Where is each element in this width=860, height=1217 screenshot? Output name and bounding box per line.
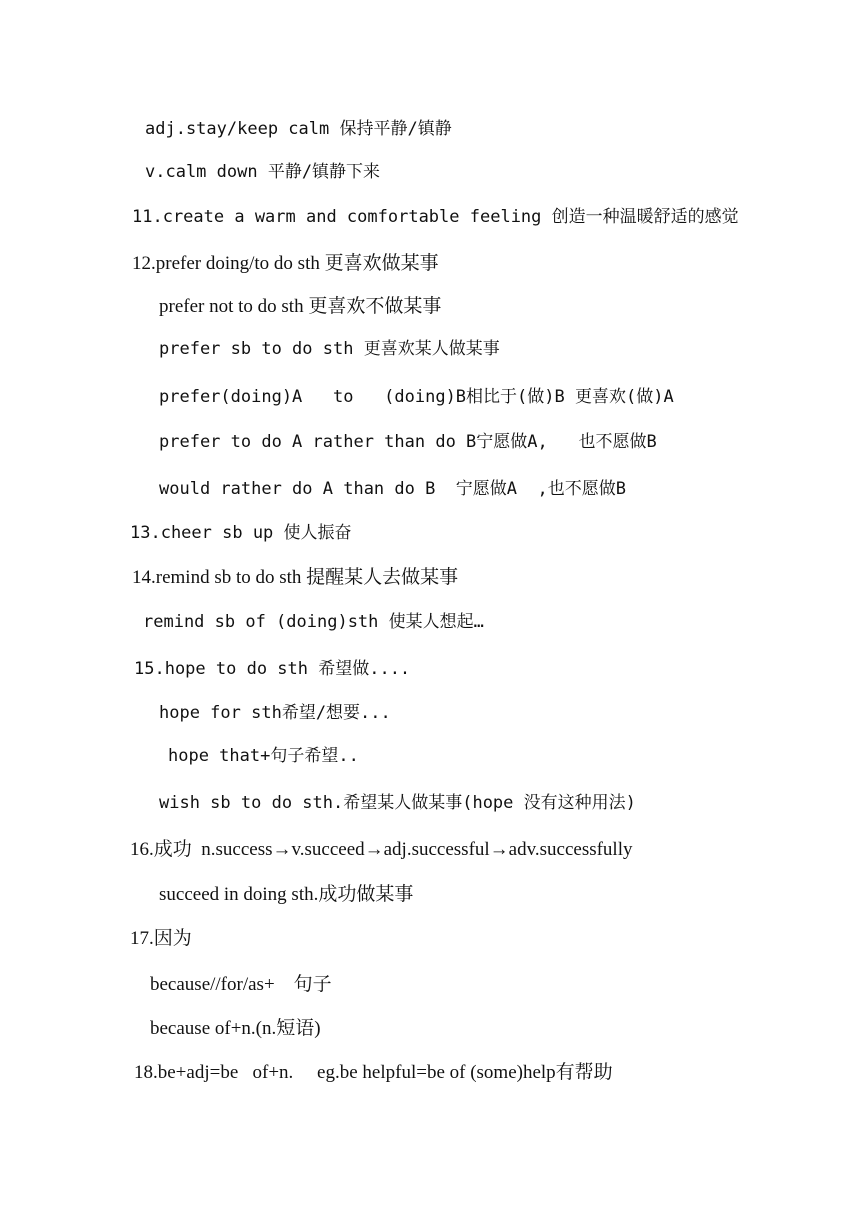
note-line-11: 11.create a warm and comfortable feeling 创造一种温暖舒适的感觉 <box>132 207 739 227</box>
note-line-17-because-sentence: because//for/as+ 句子 <box>150 974 332 995</box>
note-line-14-remind-of: remind sb of (doing)sth 使某人想起… <box>143 612 484 632</box>
note-line-calm-adj: adj.stay/keep calm 保持平静/镇静 <box>145 119 452 139</box>
note-line-15-hope-for: hope for sth希望/想要... <box>159 703 391 723</box>
note-line-17-because-of: because of+n.(n.短语) <box>150 1018 321 1039</box>
note-line-13: 13.cheer sb up 使人振奋 <box>130 523 352 543</box>
note-line-12-prefer-a-to-b: prefer(doing)A to (doing)B相比于(做)B 更喜欢(做)A <box>159 387 674 407</box>
note-line-12-prefer-not: prefer not to do sth 更喜欢不做某事 <box>159 296 442 317</box>
note-line-18: 18.be+adj=be of+n. eg.be helpful=be of (some)help有帮助 <box>134 1062 613 1083</box>
note-line-12-rather-than: prefer to do A rather than do B宁愿做A, 也不愿做B <box>159 432 657 452</box>
note-line-calm-verb: v.calm down 平静/镇静下来 <box>145 162 381 182</box>
note-line-15-hope-that: hope that+句子希望.. <box>168 746 359 766</box>
note-line-15: 15.hope to do sth 希望做.... <box>134 659 411 679</box>
note-line-12-would-rather: would rather do A than do B 宁愿做A ,也不愿做B <box>159 479 626 499</box>
note-line-16-succeed-in: succeed in doing sth.成功做某事 <box>159 884 414 905</box>
note-line-17: 17.因为 <box>130 928 192 949</box>
note-line-12-prefer-sb: prefer sb to do sth 更喜欢某人做某事 <box>159 339 500 359</box>
note-line-16: 16.成功 n.success→v.succeed→adj.successful→adv.successfully <box>130 839 633 860</box>
note-line-14: 14.remind sb to do sth 提醒某人去做某事 <box>132 567 459 588</box>
note-line-12: 12.prefer doing/to do sth 更喜欢做某事 <box>132 253 439 274</box>
note-line-15-wish: wish sb to do sth.希望某人做某事(hope 没有这种用法) <box>159 793 636 813</box>
